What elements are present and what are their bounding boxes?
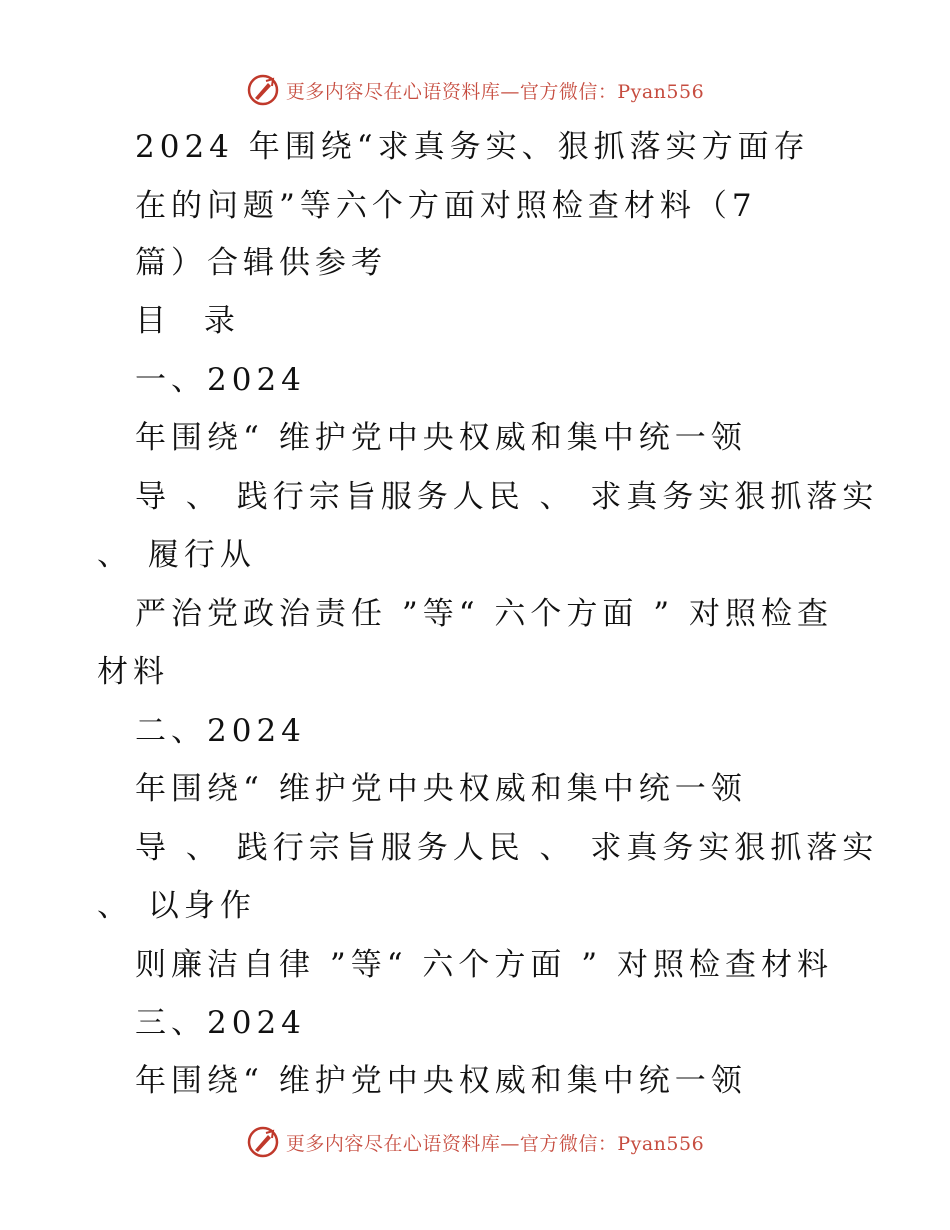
toc-item-1-line-1: 年围绕“ 维护党中央权威和集中统一领 (135, 420, 747, 456)
toc-item-2-number: 二、2024 (135, 713, 306, 749)
toc-item-1-line-3: 、 履行从 (97, 537, 256, 573)
toc-item-1-line-5: 材料 (97, 654, 169, 690)
title-line-3: 篇）合辑供参考 (135, 245, 387, 281)
watermark-text: 更多内容尽在心语资料库—官方微信：Pyan556 (285, 1132, 705, 1155)
toc-item-2-line-1: 年围绕“ 维护党中央权威和集中统一领 (135, 771, 747, 807)
toc-heading: 目 录 (135, 303, 249, 339)
toc-item-2-line-4: 则廉洁自律 ”等“ 六个方面 ” 对照检查材料 (135, 947, 833, 983)
title-line-2: 在的问题”等六个方面对照检查材料（7 (135, 188, 757, 224)
watermark-text: 更多内容尽在心语资料库—官方微信：Pyan556 (285, 80, 705, 103)
title-line-1: 2024 年围绕“求真务实、狠抓落实方面存 (135, 129, 810, 165)
toc-item-2-line-2: 导 、 践行宗旨服务人民 、 求真务实狠抓落实 (135, 830, 879, 866)
toc-item-3-line-1: 年围绕“ 维护党中央权威和集中统一领 (135, 1063, 747, 1099)
toc-item-1-line-4: 严治党政治责任 ”等“ 六个方面 ” 对照检查 (135, 596, 833, 632)
footer-watermark (0, 1122, 950, 1162)
quill-seal-icon (246, 73, 280, 107)
toc-item-1-line-2: 导 、 践行宗旨服务人民 、 求真务实狠抓落实 (135, 479, 879, 515)
header-watermark (0, 70, 950, 110)
toc-item-2-line-3: 、 以身作 (97, 888, 256, 924)
quill-seal-icon (246, 1125, 280, 1159)
toc-item-3-number: 三、2024 (135, 1005, 306, 1041)
toc-item-1-number: 一、2024 (135, 362, 306, 398)
